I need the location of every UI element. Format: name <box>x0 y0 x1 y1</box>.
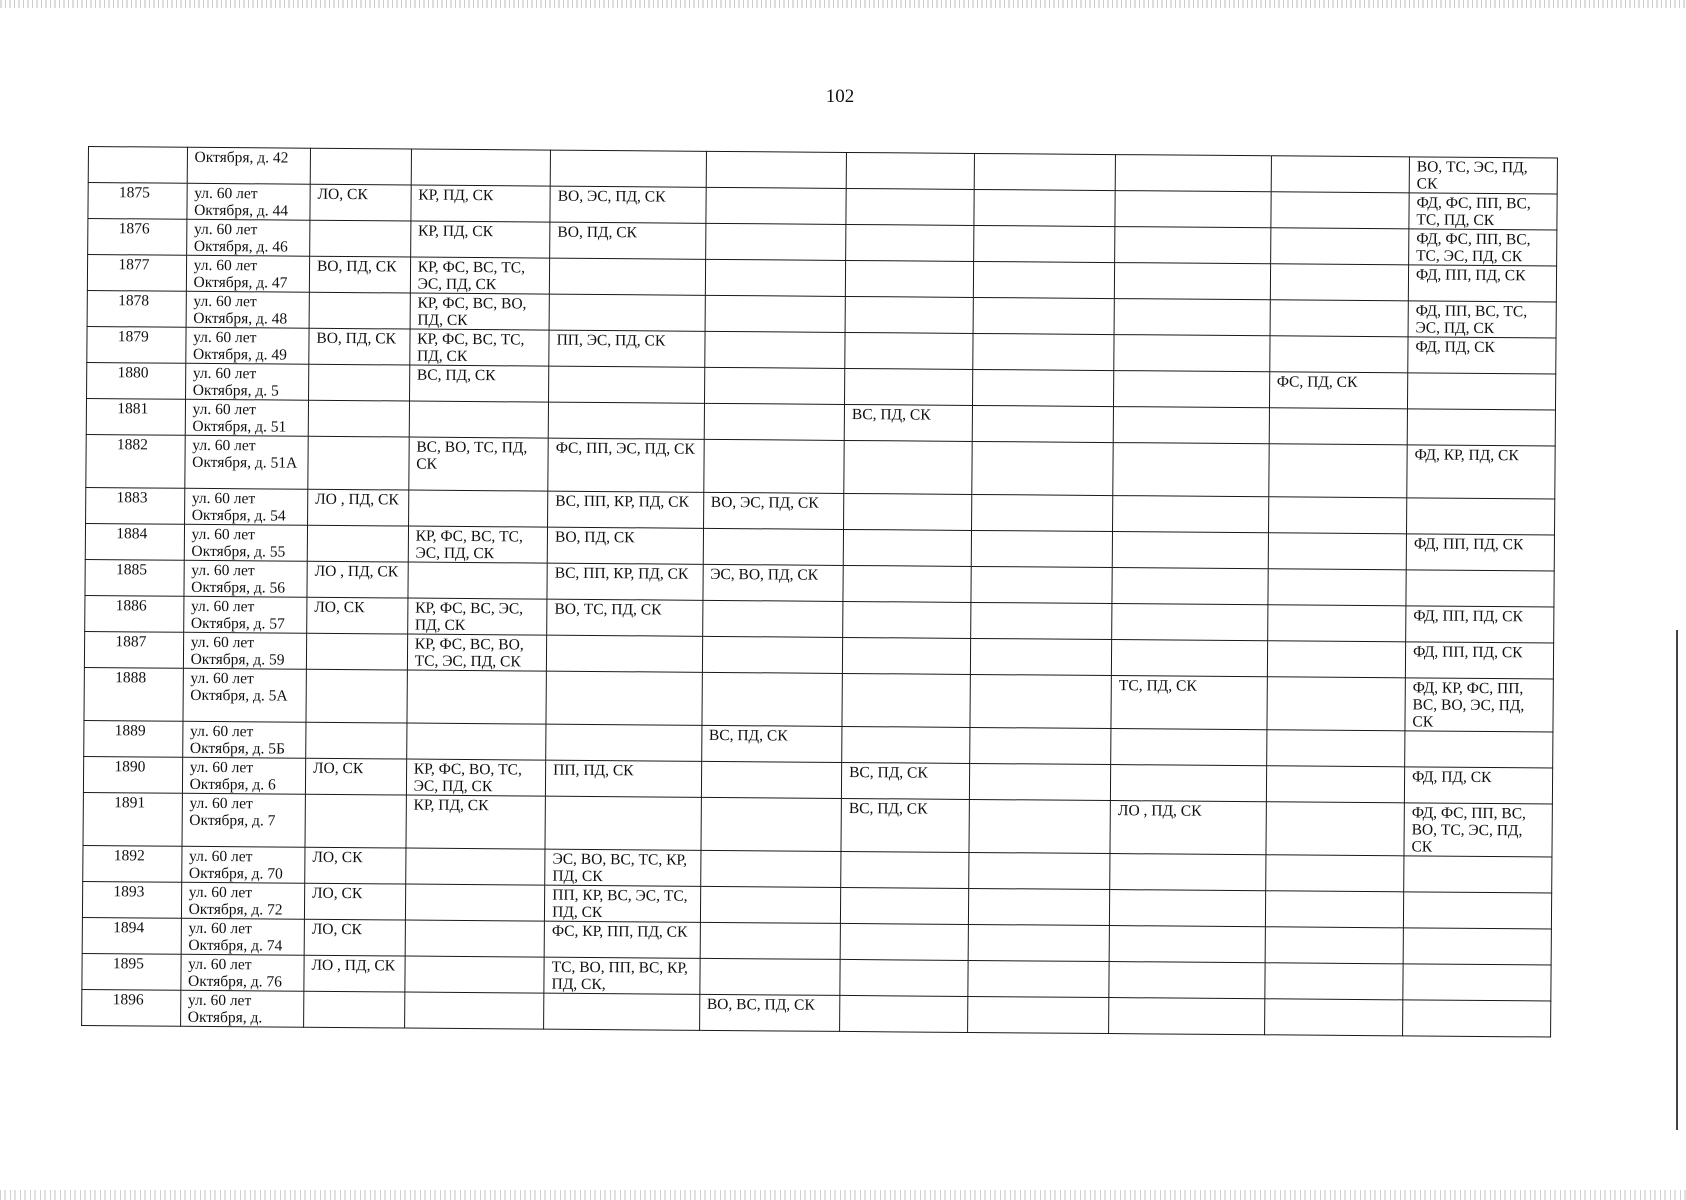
row-number-cell: 1895 <box>82 953 181 990</box>
work-type-cell: ЛО, СК <box>304 883 405 920</box>
work-type-cell <box>971 494 1113 531</box>
row-number-cell: 1884 <box>85 523 184 560</box>
work-type-cell <box>1407 373 1555 410</box>
work-type-cell: ЭС, ВО, ПД, СК <box>703 564 844 601</box>
work-type-cell <box>1112 568 1268 605</box>
address-cell: ул. 60 лет Октября, д. 48 <box>186 291 310 328</box>
address-cell: ул. 60 лет Октября, д. 51А <box>184 435 308 489</box>
work-type-cell <box>969 727 1111 764</box>
work-type-cell <box>972 405 1114 442</box>
work-type-cell: ВС, ПП, КР, ПД, СК <box>548 491 704 528</box>
page-number: 102 <box>825 86 855 107</box>
work-type-cell <box>1111 765 1267 802</box>
work-type-cell <box>1115 191 1271 228</box>
work-type-cell: ПП, ПД, СК <box>546 760 702 797</box>
work-type-cell: ВС, ПД, СК <box>701 725 842 762</box>
work-type-cell: КР, ФС, ВО, ТС, ЭС, ПД, СК <box>406 759 546 796</box>
work-type-cell <box>704 367 845 404</box>
work-type-cell: ФД, ПП, ВС, ТС, ЭС, ПД, СК <box>1408 301 1556 338</box>
work-type-cell <box>308 364 409 401</box>
work-type-cell <box>842 673 970 727</box>
work-type-cell <box>840 995 968 1032</box>
row-number-cell: 1883 <box>86 487 185 524</box>
work-type-cell <box>405 848 545 885</box>
work-type-cell: ВО, ПД, СК <box>550 222 706 259</box>
row-number-cell: 1886 <box>85 595 184 632</box>
row-number-cell <box>88 147 187 184</box>
work-type-cell <box>1405 731 1553 768</box>
address-cell: ул. 60 лет Октября, д. 54 <box>184 488 308 525</box>
work-type-cell <box>546 724 702 761</box>
work-type-cell <box>1265 927 1404 964</box>
work-type-cell <box>844 493 972 530</box>
work-type-cell: ПП, КР, ВС, ЭС, ТС, ПД, СК <box>545 885 701 922</box>
address-cell: ул. 60 лет Октября, д. 56 <box>184 560 308 597</box>
work-type-cell <box>308 436 409 490</box>
row-number-cell: 1880 <box>87 362 186 399</box>
work-type-cell <box>703 528 844 565</box>
work-type-cell <box>846 152 974 189</box>
work-type-cell: ЛО, СК <box>305 758 406 795</box>
work-type-cell <box>549 294 705 331</box>
work-type-cell <box>550 150 706 187</box>
work-type-cell <box>1270 264 1409 301</box>
work-type-cell <box>1109 962 1265 999</box>
work-type-cell: ЛО , ПД, СК <box>307 561 408 598</box>
work-type-cell <box>411 149 551 186</box>
work-type-cell: ФД, ПД, СК <box>1404 767 1552 804</box>
work-type-cell <box>1403 928 1551 965</box>
work-type-cell: ФС, КР, ПП, ПД, СК <box>544 921 700 958</box>
work-type-cell <box>973 225 1115 262</box>
work-type-cell <box>700 886 841 923</box>
work-type-cell <box>1265 891 1404 928</box>
work-type-cell <box>407 670 547 724</box>
work-type-cell <box>1264 963 1403 1000</box>
work-type-cell: ЛО, СК <box>310 184 411 221</box>
work-type-cell <box>700 922 841 959</box>
work-type-cell: ФД, ПП, ПД, СК <box>1406 534 1554 571</box>
work-type-cell: ЛО , ПД, СК <box>1110 801 1266 855</box>
work-type-cell <box>1109 926 1265 963</box>
work-type-cell <box>1270 228 1409 265</box>
work-type-cell: ВО, ВС, ПД, СК <box>699 994 840 1031</box>
row-number-cell: 1887 <box>84 631 183 668</box>
work-type-cell <box>703 439 844 493</box>
work-type-cell <box>1115 155 1271 192</box>
work-type-cell <box>405 956 545 993</box>
row-number-cell: 1876 <box>88 219 187 256</box>
work-type-cell: КР, ФС, ВС, ЭС, ПД, СК <box>407 598 547 635</box>
work-type-cell <box>843 601 971 638</box>
work-type-cell <box>404 992 544 1029</box>
table-container <box>81 146 1558 1038</box>
work-type-cell: КР, ФС, ВС, ВО, ТС, ЭС, ПД, СК <box>407 634 547 671</box>
work-type-cell <box>307 525 408 562</box>
row-number-cell: 1889 <box>84 720 183 757</box>
work-type-cell <box>969 763 1111 800</box>
work-type-cell <box>700 850 841 887</box>
work-type-cell <box>1264 999 1403 1036</box>
address-cell: ул. 60 лет Октября, д. 47 <box>186 255 310 292</box>
work-type-cell <box>1271 156 1410 193</box>
work-type-cell <box>549 366 705 403</box>
work-type-cell <box>972 369 1114 406</box>
work-type-cell <box>971 441 1113 495</box>
work-type-cell <box>973 261 1115 298</box>
work-type-cell: ФД, ПД, СК <box>1408 337 1556 374</box>
work-type-cell <box>1110 854 1266 891</box>
work-type-cell: ВО, ПД, СК <box>547 527 703 564</box>
work-type-cell: ВО, ЭС, ПД, СК <box>703 492 844 529</box>
work-type-cell: КР, ПД, СК <box>406 795 546 849</box>
work-type-cell <box>545 796 701 850</box>
scan-edge-bottom <box>0 1190 1686 1200</box>
work-type-cell <box>842 637 970 674</box>
address-cell: ул. 60 лет Октября, д. 5Б <box>182 721 306 758</box>
work-type-cell <box>846 188 974 225</box>
work-type-cell <box>548 402 704 439</box>
address-cell: ул. 60 лет Октября, д. <box>180 990 304 1027</box>
work-type-cell <box>840 923 968 960</box>
work-type-cell <box>1269 408 1408 445</box>
work-type-cell: ТС, ПД, СК <box>1111 676 1267 730</box>
row-number-cell: 1893 <box>82 881 181 918</box>
work-type-cell <box>1115 227 1271 264</box>
work-type-cell <box>406 723 546 760</box>
row-number-cell: 1896 <box>82 989 181 1026</box>
work-type-cell <box>549 258 705 295</box>
work-type-cell <box>544 993 700 1030</box>
work-type-cell: ФД, ПП, ПД, СК <box>1408 265 1556 302</box>
scan-edge-top <box>0 0 1686 8</box>
work-type-cell <box>702 600 843 637</box>
work-type-cell <box>972 333 1114 370</box>
work-type-cell <box>969 799 1111 853</box>
address-cell: ул. 60 лет Октября, д. 72 <box>181 882 305 919</box>
work-type-cell: ВС, ПД, СК <box>841 762 969 799</box>
work-type-cell <box>408 490 548 527</box>
address-cell: ул. 60 лет Октября, д. 7 <box>182 793 306 847</box>
row-number-cell: 1890 <box>83 756 182 793</box>
work-type-cell <box>308 400 409 437</box>
work-type-cell <box>970 674 1112 728</box>
work-type-cell <box>967 996 1109 1033</box>
work-type-cell <box>968 924 1110 961</box>
work-type-cell: ВС, ПД, СК <box>409 365 549 402</box>
work-type-cell <box>1112 604 1268 641</box>
work-type-cell: ЛО , ПД, СК <box>307 489 408 526</box>
work-type-cell <box>971 566 1113 603</box>
work-type-cell <box>844 440 972 494</box>
work-type-cell <box>704 403 845 440</box>
work-type-cell: ЛО, СК <box>304 919 405 956</box>
table-body <box>82 147 1558 1038</box>
work-type-cell <box>974 153 1116 190</box>
work-type-cell <box>1112 640 1268 677</box>
work-type-cell <box>1406 570 1554 607</box>
work-type-cell: ВО, ТС, ЭС, ПД, СК <box>1409 157 1557 194</box>
work-type-cell: ЛО, СК <box>307 597 408 634</box>
address-cell: ул. 60 лет Октября, д. 59 <box>183 632 307 669</box>
row-number-cell: 1875 <box>88 183 187 220</box>
row-number-cell: 1888 <box>84 667 183 721</box>
work-type-cell <box>846 224 974 261</box>
work-type-cell <box>409 401 549 438</box>
address-cell: ул. 60 лет Октября, д. 70 <box>181 846 305 883</box>
work-type-cell <box>304 991 405 1028</box>
work-type-cell: ФД, ФС, ПП, ВС, ВО, ТС, ЭС, ПД, СК <box>1404 803 1552 857</box>
work-type-cell: ФД, КР, ФС, ПП, ВС, ВО, ЭС, ПД, СК <box>1405 678 1553 732</box>
work-type-cell <box>705 259 846 296</box>
address-cell: ул. 60 лет Октября, д. 49 <box>185 327 309 364</box>
work-type-cell: ФС, ПП, ЭС, ПД, СК <box>548 438 704 492</box>
work-type-cell: КР, ФС, ВС, ТС, ЭС, ПД, СК <box>408 526 548 563</box>
row-number-cell: 1882 <box>86 434 185 488</box>
work-type-cell <box>973 297 1115 334</box>
address-cell: ул. 60 лет Октября, д. 5 <box>185 363 309 400</box>
address-cell: ул. 60 лет Октября, д. 44 <box>187 183 311 220</box>
address-cell: Октября, д. 42 <box>187 147 311 184</box>
work-type-cell <box>306 669 407 723</box>
work-type-cell <box>1113 443 1269 497</box>
work-type-cell: ВО, ЭС, ПД, СК <box>550 186 706 223</box>
work-type-cell: ВС, ПД, СК <box>841 798 969 852</box>
row-number-cell: 1891 <box>83 792 182 846</box>
work-type-cell <box>1271 192 1410 229</box>
work-type-cell <box>701 797 842 851</box>
work-type-cell <box>1268 497 1407 534</box>
work-type-cell <box>1114 371 1270 408</box>
work-type-cell: ВС, ПД, СК <box>844 404 972 441</box>
work-type-cell <box>1268 444 1407 498</box>
work-type-cell: КР, ФС, ВС, ВО, ПД, СК <box>410 293 550 330</box>
work-type-cell <box>699 958 840 995</box>
work-type-cell: ФД, КР, ПД, СК <box>1407 445 1555 499</box>
work-type-cell <box>970 638 1112 675</box>
work-type-cell <box>1403 964 1551 1001</box>
work-type-cell: ФД, ФС, ПП, ВС, ТС, ЭС, ПД, СК <box>1409 229 1557 266</box>
work-type-cell <box>1270 300 1409 337</box>
work-type-cell <box>1110 890 1266 927</box>
work-type-cell <box>968 888 1110 925</box>
work-type-cell <box>1267 677 1406 731</box>
work-type-cell <box>845 296 973 333</box>
work-type-cell: ВС, ПП, КР, ПД, СК <box>547 563 703 600</box>
work-type-cell <box>310 220 411 257</box>
work-type-cell: ЛО , ПД, СК <box>304 955 405 992</box>
row-number-cell: 1878 <box>87 290 186 327</box>
address-cell: ул. 60 лет Октября, д. 74 <box>181 918 305 955</box>
work-type-cell: ЛО, СК <box>305 847 406 884</box>
work-type-cell: ВО, ТС, ПД, СК <box>547 599 703 636</box>
scan-edge-right <box>1676 630 1678 1130</box>
row-number-cell: 1879 <box>87 326 186 363</box>
work-type-cell <box>843 529 971 566</box>
work-type-cell <box>842 726 970 763</box>
work-type-cell <box>546 671 702 725</box>
work-type-cell <box>1404 856 1552 893</box>
work-type-cell <box>310 148 411 185</box>
work-type-cell <box>309 292 410 329</box>
work-type-cell <box>843 565 971 602</box>
work-type-cell <box>546 635 702 672</box>
work-type-cell <box>1407 409 1555 446</box>
work-type-cell <box>702 672 843 726</box>
work-type-cell: ФД, ПП, ПД, СК <box>1405 642 1553 679</box>
work-type-cell <box>1113 496 1269 533</box>
row-number-cell: 1894 <box>82 917 181 954</box>
row-number-cell: 1892 <box>83 845 182 882</box>
work-type-cell <box>704 331 845 368</box>
work-type-cell <box>701 761 842 798</box>
work-type-cell <box>1109 998 1265 1035</box>
address-cell: ул. 60 лет Октября, д. 76 <box>181 954 305 991</box>
address-cell: ул. 60 лет Октября, д. 5А <box>183 668 307 722</box>
work-type-cell <box>1265 855 1404 892</box>
work-type-cell: ВО, ПД, СК <box>309 328 410 365</box>
work-type-cell <box>305 794 406 848</box>
work-type-cell <box>706 151 847 188</box>
work-type-cell <box>1114 263 1270 300</box>
work-type-cell: КР, ФС, ВС, ТС, ПД, СК <box>410 329 550 366</box>
work-type-cell <box>845 260 973 297</box>
work-type-cell <box>1267 641 1406 678</box>
row-number-cell: 1885 <box>85 559 184 596</box>
work-type-cell: ЭС, ВО, ВС, ТС, КР, ПД, СК <box>545 849 701 886</box>
work-type-cell <box>1403 892 1551 929</box>
work-type-cell <box>1267 605 1406 642</box>
work-type-cell <box>970 602 1112 639</box>
work-type-cell <box>1266 766 1405 803</box>
work-type-cell <box>845 332 973 369</box>
work-type-cell: КР, ПД, СК <box>411 185 551 222</box>
work-type-cell: КР, ФС, ВС, ТС, ЭС, ПД, СК <box>410 257 550 294</box>
work-type-cell: ВС, ВО, ТС, ПД, СК <box>409 437 549 491</box>
work-type-cell <box>1112 532 1268 569</box>
work-type-cell: КР, ПД, СК <box>410 221 550 258</box>
work-type-cell <box>840 959 968 996</box>
work-type-cell <box>405 920 545 957</box>
work-type-cell: ФД, ПП, ПД, СК <box>1406 606 1554 643</box>
work-type-cell <box>840 887 968 924</box>
work-type-cell <box>1266 730 1405 767</box>
work-type-cell: ТС, ВО, ПП, ВС, КР, ПД, СК, <box>544 957 700 994</box>
work-type-cell <box>306 633 407 670</box>
row-number-cell: 1881 <box>86 398 185 435</box>
work-type-cell <box>1113 407 1269 444</box>
work-type-cell <box>1268 533 1407 570</box>
work-type-cell <box>974 189 1116 226</box>
work-type-cell <box>1406 498 1554 535</box>
address-cell: ул. 60 лет Октября, д. 57 <box>183 596 307 633</box>
work-type-cell <box>705 295 846 332</box>
work-type-cell <box>967 960 1109 997</box>
work-type-cell <box>841 851 969 888</box>
address-cell: ул. 60 лет Октября, д. 51 <box>185 399 309 436</box>
work-type-cell <box>1266 802 1405 856</box>
work-type-cell: ФД, ФС, ПП, ВС, ТС, ПД, СК <box>1409 193 1557 230</box>
work-type-cell <box>971 530 1113 567</box>
housing-works-table <box>81 146 1558 1038</box>
work-type-cell <box>702 636 843 673</box>
address-cell: ул. 60 лет Октября, д. 46 <box>186 219 310 256</box>
work-type-cell <box>1269 336 1408 373</box>
work-type-cell <box>705 223 846 260</box>
work-type-cell <box>1268 569 1407 606</box>
work-type-cell <box>1114 335 1270 372</box>
work-type-cell: ВО, ПД, СК <box>309 256 410 293</box>
work-type-cell <box>405 884 545 921</box>
work-type-cell <box>408 562 548 599</box>
row-number-cell: 1877 <box>87 255 186 292</box>
work-type-cell <box>845 368 973 405</box>
work-type-cell <box>1402 1000 1550 1037</box>
address-cell: ул. 60 лет Октября, д. 55 <box>184 524 308 561</box>
work-type-cell: ФС, ПД, СК <box>1269 372 1408 409</box>
address-cell: ул. 60 лет Октября, д. 6 <box>182 757 306 794</box>
work-type-cell <box>705 187 846 224</box>
work-type-cell <box>1111 729 1267 766</box>
work-type-cell <box>306 722 407 759</box>
work-type-cell: ПП, ЭС, ПД, СК <box>549 330 705 367</box>
work-type-cell <box>968 852 1110 889</box>
work-type-cell <box>1114 299 1270 336</box>
